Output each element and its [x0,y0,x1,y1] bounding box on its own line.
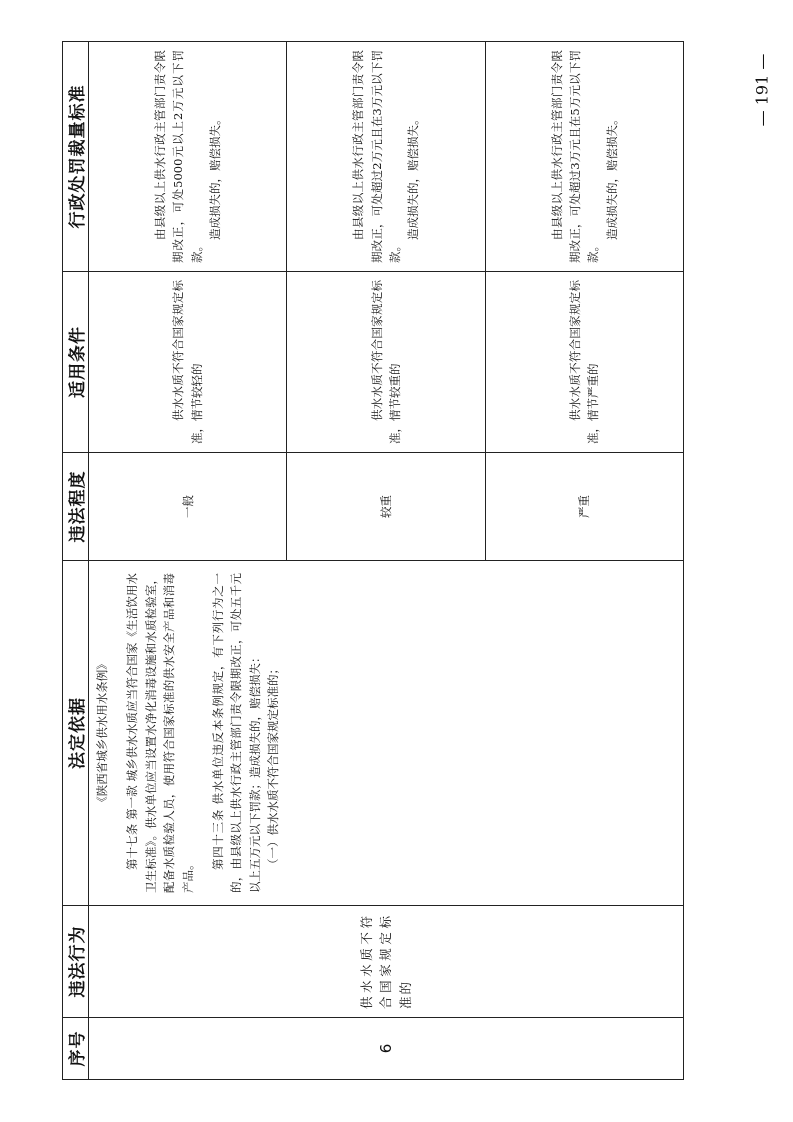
header-law: 法定依据 [63,561,89,906]
cell-condition-serious [287,272,485,453]
page-number: — 191 — [752,53,772,127]
cell-standard-general [89,42,287,272]
table-header-row [63,42,89,1080]
standard-text: 由县级以上供水行政主管部门责令限期改正，可处超过3万元且在5万元以下罚款。 [549,50,601,263]
cell-seq: 6 [89,1018,684,1080]
header-condition: 适用条件 [63,272,89,453]
condition-text: 供水水质不符合国家规定标准，情节严重的 [567,280,601,444]
law-article-43: 第四十三条 供水单位违反本条例规定，有下列行为之一的，由县级以上供水行政主管部门责令限期改正，可处五千元以上五万元以下罚款；造成损失的，赔偿损失： [210,573,262,893]
condition-text: 供水水质不符合国家规定标准，情节较轻的 [171,280,204,444]
cell-condition-general [89,272,287,453]
standard-text-compensation: 造成损失的，赔偿损失。 [208,113,223,240]
condition-text: 供水水质不符合国家规定标准，情节较重的 [369,280,402,444]
header-seq: 序号 [63,1018,89,1080]
standard-text: 由县级以上供水行政主管部门责令限期改正，可处超过2万元且在3万元以下罚款。 [351,50,402,263]
rotated-table-container [62,42,684,1080]
header-act: 违法行为 [63,906,89,1018]
penalty-standard-table [62,41,684,1080]
law-text-block [89,573,283,893]
standard-text: 由县级以上供水行政主管部门责令限期改正，可处5000元以上2万元以下罚款。 [152,50,204,263]
cell-act: 供水水质不符合国家规定标准的 [89,906,684,1018]
standard-text-compensation: 造成损失的，赔偿损失。 [406,113,421,240]
header-standard: 行政处罚裁量标准 [63,42,89,272]
header-degree: 违法程度 [63,453,89,561]
cell-degree-severe: 严重 [485,453,683,561]
cell-law [89,561,684,906]
cell-standard-serious [287,42,485,272]
standard-text-compensation: 造成损失的，赔偿损失。 [604,113,619,240]
cell-condition-severe [485,272,683,453]
page-number-box [742,40,782,140]
law-article-43-item-1: （一）供水水质不符合国家规定标准的； [266,663,281,870]
law-article-17: 第十七条 第一款 城乡供水水质应当符合国家《生活饮用水卫生标准》。供水单位应当设置水净化消毒设施和水质检验室，配备水质检验人员，使用符合国家标准的供水安全产品和消毒产品。 [125,573,195,893]
cell-standard-severe [485,42,683,272]
law-title: 《陕西省城乡供水用水条例》 [95,658,109,808]
cell-degree-general: 一般 [89,453,287,561]
cell-degree-serious: 较重 [287,453,485,561]
table-row [89,42,287,1080]
